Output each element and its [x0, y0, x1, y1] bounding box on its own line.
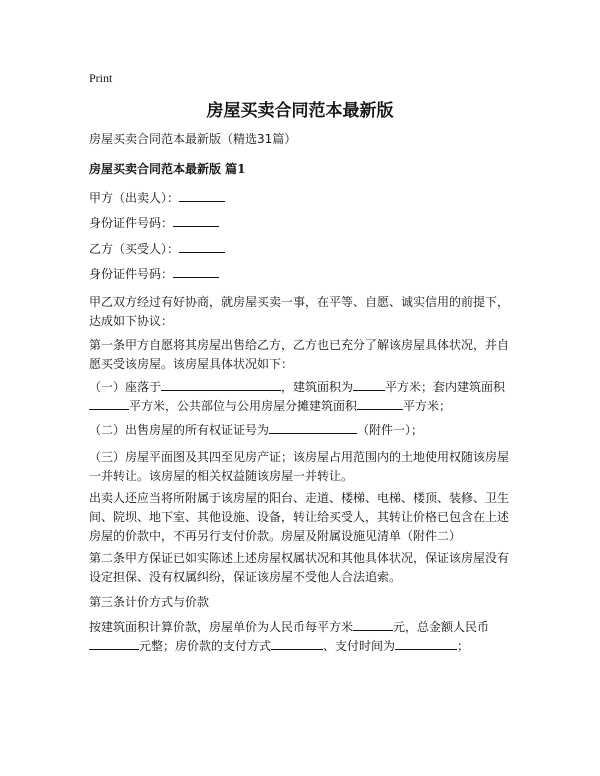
- price-blank-total: [89, 637, 139, 650]
- article-3-title: 第三条计价方式与价款: [89, 595, 210, 609]
- item1-text-e: 平方米；: [403, 399, 452, 413]
- item1-text-d: 平方米，公共部位与公用房屋分摊建筑面积: [129, 399, 358, 413]
- item2-text-b: （附件一）；: [357, 423, 424, 437]
- price-text-a: 按建筑面积计算价款，房屋单价为人民币每平方米: [89, 620, 354, 634]
- price-text-b: 元，总金额人民币: [393, 620, 490, 634]
- party-a-id-label: 身份证件号码：: [89, 216, 174, 230]
- item1-text-c: 平方米；套内建筑面积: [385, 380, 506, 394]
- article-1: 第一条甲方自愿将其房屋出售给乙方，乙方也已充分了解该房屋具体状况，并自愿买受该房屋。该房屋具体状况如下：: [89, 338, 510, 371]
- item1-text-a: （一）座落于: [89, 380, 162, 394]
- item1-blank-area: [353, 378, 385, 391]
- party-a-line: [89, 189, 517, 208]
- party-a-blank: [179, 189, 225, 202]
- party-b-id-blank: [173, 265, 219, 278]
- item1-text-b: ，建筑面积为: [281, 380, 354, 394]
- item-3: （三）房屋平面图及其四至见房产证；该房屋占用范围内的土地使用权随该房屋一并转让。该房屋的相关权益随该房屋一并转让。: [89, 450, 510, 483]
- print-label[interactable]: Print: [89, 71, 113, 85]
- document-subtitle: 房屋买卖合同范本最新版（精选31篇）: [89, 132, 297, 146]
- price-blank-method: [271, 637, 323, 650]
- item1-blank-inner-area: [89, 397, 129, 410]
- item1-blank-location: [161, 378, 281, 391]
- item2-text-a: （二）出售房屋的所有权证证号为: [89, 423, 270, 437]
- price-text-c: 元整；房价款的支付方式: [139, 639, 272, 653]
- price-blank-unit: [353, 618, 393, 631]
- party-a-label: 甲方（出卖人）：: [89, 191, 180, 205]
- party-b-label: 乙方（买受人）：: [89, 242, 180, 256]
- price-blank-time: [395, 637, 457, 650]
- document-title: 房屋买卖合同范本最新版: [206, 101, 394, 121]
- item-1: [89, 378, 517, 416]
- article-2: 第二条甲方保证已如实陈述上述房屋权属状况和其他具体状况，保证该房屋没有设定担保、没有权属纠纷，保证该房屋不受他人合法追索。: [89, 551, 510, 584]
- party-b-id-label: 身份证件号码：: [89, 267, 174, 281]
- price-paragraph: [89, 618, 517, 656]
- item1-blank-shared-area: [357, 397, 403, 410]
- item-2: [89, 421, 517, 440]
- section-title: 房屋买卖合同范本最新版 篇1: [89, 162, 246, 176]
- party-b-id-line: [89, 265, 517, 284]
- intro-paragraph: 甲乙双方经过有好协商，就房屋买卖一事，在平等、自愿、诚实信用的前提下，达成如下协议：: [89, 295, 510, 328]
- price-text-d: 、支付时间为: [323, 639, 396, 653]
- party-a-id-line: [89, 214, 517, 233]
- price-text-e: ；: [457, 639, 470, 653]
- party-b-line: [89, 240, 517, 259]
- party-a-id-blank: [173, 214, 219, 227]
- seller-warranty: 出卖人还应当将所附属于该房屋的阳台、走道、楼梯、电梯、楼顶、装修、卫生间、院坝、地下室、其他设施、设备，转让给买受人，其转让价格已包含在上述房屋的价款中，不再另行支付价款。房屋及附属设施见清单（附件二）: [89, 491, 510, 543]
- party-b-blank: [179, 240, 225, 253]
- item2-blank-certificate: [269, 421, 357, 434]
